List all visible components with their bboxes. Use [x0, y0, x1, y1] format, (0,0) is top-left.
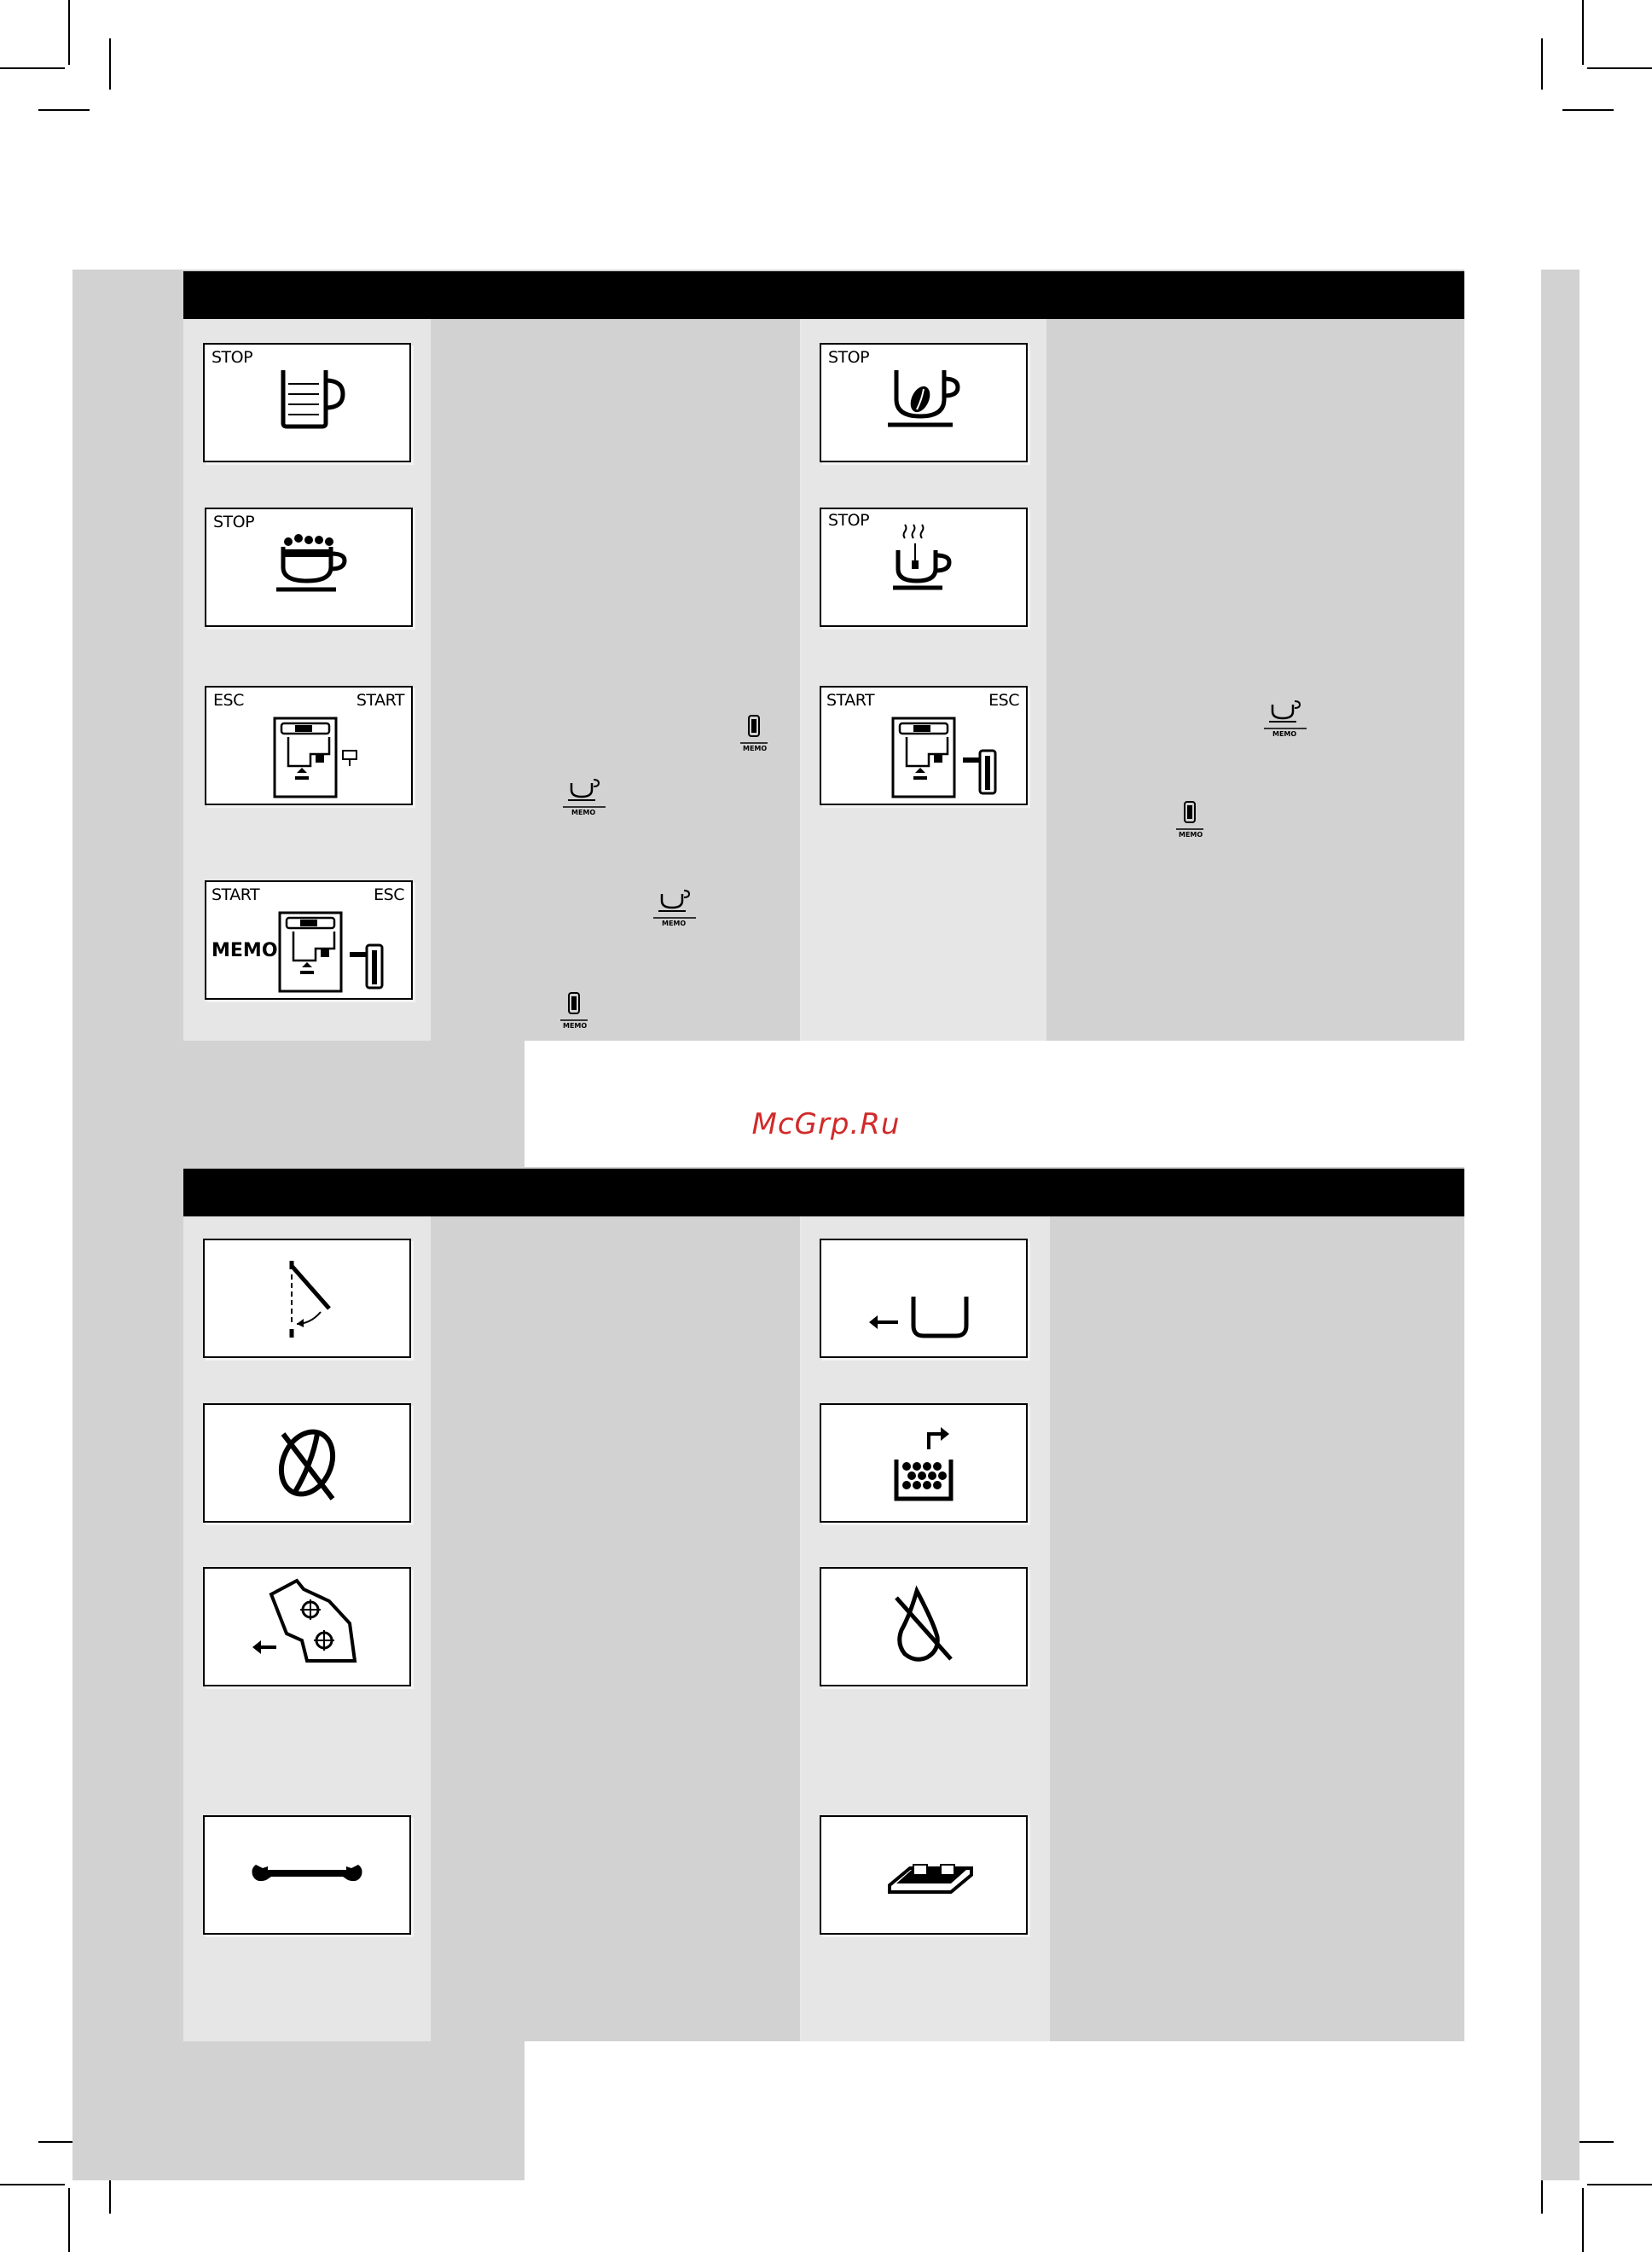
- display-machine-milk-carafe-memo: [205, 880, 413, 1000]
- start-label: START: [826, 691, 875, 710]
- display-no-beans: [203, 1403, 411, 1523]
- memo-caption: MEMO: [662, 920, 687, 927]
- cup-button-icon: [1264, 698, 1310, 740]
- esc-label: ESC: [988, 691, 1019, 710]
- milk-carafe-button-icon: [559, 991, 588, 1034]
- machine-milk-carafe-icon: [821, 688, 1026, 804]
- espresso-bean-cup-icon: [821, 345, 1026, 461]
- cappuccino-cup-icon: [206, 509, 411, 625]
- display-milk-jug: [203, 343, 411, 462]
- bottom-table-header-bar: [183, 1169, 1464, 1216]
- milk-carafe-button-icon: [739, 714, 768, 757]
- no-beans-icon: [205, 1405, 409, 1521]
- empty-grounds-drawer-icon: [821, 1405, 1026, 1521]
- memo-caption: MEMO: [743, 745, 768, 752]
- display-tea: [820, 508, 1028, 627]
- display-no-water: [820, 1567, 1028, 1686]
- display-wrench: [203, 1815, 411, 1935]
- no-water-icon: [821, 1569, 1026, 1685]
- machine-hot-water-icon: [206, 688, 411, 804]
- insert-drip-tray-icon: [821, 1240, 1026, 1356]
- stop-label: STOP: [828, 348, 870, 367]
- tea-cup-icon: [821, 509, 1026, 625]
- esc-label: ESC: [213, 691, 244, 710]
- cup-button-icon: [653, 887, 699, 930]
- display-insert-brew-group: [203, 1567, 411, 1686]
- wrench-icon: [205, 1817, 409, 1933]
- display-machine-milk-carafe: [820, 686, 1028, 805]
- display-espresso: [820, 343, 1028, 462]
- display-machine-hot-water: [205, 686, 413, 805]
- memo-caption: MEMO: [563, 1022, 588, 1030]
- insert-brew-group-icon: [205, 1569, 409, 1685]
- memo-caption: MEMO: [571, 809, 596, 816]
- display-insert-drip-tray: [820, 1239, 1028, 1358]
- display-door-open: [203, 1239, 411, 1358]
- descaling-tray-icon: [821, 1817, 1026, 1933]
- esc-label: ESC: [374, 885, 404, 904]
- right-gray-margin: [1541, 270, 1580, 2180]
- start-label: START: [356, 691, 404, 710]
- top-column-divider: [800, 319, 802, 1041]
- stop-label: STOP: [212, 348, 253, 367]
- milk-jug-icon: [205, 345, 409, 461]
- milk-carafe-button-icon: [1175, 800, 1204, 843]
- stop-label: STOP: [213, 513, 255, 531]
- start-label: START: [212, 885, 260, 904]
- display-empty-grounds-drawer: [820, 1403, 1028, 1523]
- memo-label: MEMO: [212, 940, 278, 961]
- display-descaling-tray: [820, 1815, 1028, 1935]
- door-open-icon: [205, 1240, 409, 1356]
- watermark: McGrp.Ru: [751, 1107, 901, 1141]
- bottom-column-divider: [800, 1216, 802, 2041]
- memo-caption: MEMO: [1272, 730, 1297, 738]
- stop-label: STOP: [828, 511, 870, 530]
- machine-milk-carafe-icon: [206, 882, 411, 998]
- top-table-header-bar: [183, 271, 1464, 319]
- display-cappuccino: [205, 508, 413, 627]
- memo-caption: MEMO: [1179, 831, 1203, 839]
- cup-button-icon: [563, 776, 609, 819]
